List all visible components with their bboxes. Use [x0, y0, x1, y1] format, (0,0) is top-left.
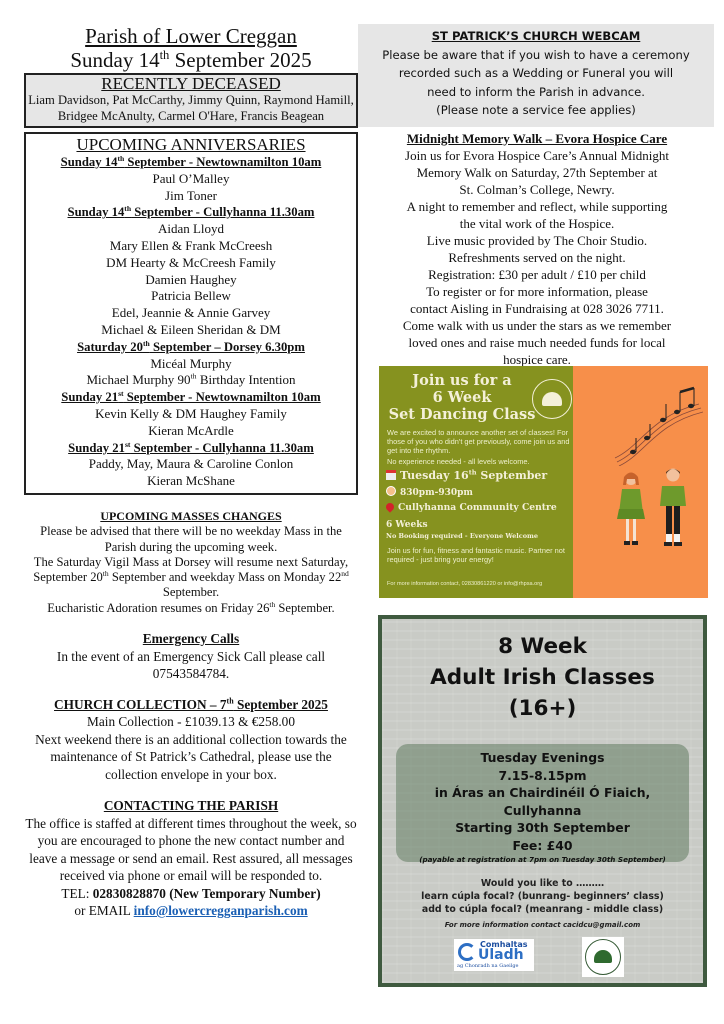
masses-line-1: Please be advised that there will be no weekday Mass in the Parish during the upcoming week.: [40, 524, 342, 554]
contact-section: [24, 797, 358, 920]
set-dancing-poster: [379, 366, 708, 598]
dance-fun: Join us for fun, fitness and fantastic music. Partner not required - just bring your energy!: [387, 546, 565, 564]
webcam-box: [358, 24, 714, 127]
dance-experience: No experience needed - all levels welcome.: [387, 457, 530, 466]
deceased-names: Liam Davidson, Pat McCarthy, Jimmy Quinn, Raymond Hamill, Bridgee McAnulty, Carmel O'Hare, Francis Beagean: [28, 93, 354, 123]
anniv-date: Sunday 14th September - Newtownamilton 10am: [60, 153, 322, 169]
anniv-name: Edel, Jeannie & Annie Garvey: [111, 305, 271, 321]
cumann-club-logo: [582, 937, 624, 977]
webcam-line: need to inform the Parish in advance.: [427, 84, 645, 99]
collection-text: Next weekend there is an additional collection towards the maintenance of St Patrick’s Cathedral, please use the collection envelope in your box.: [35, 731, 347, 782]
walk-line: loved ones and raise much needed funds for local: [408, 334, 666, 350]
irish-details: Tuesday Evenings 7.15-8.15pm in Áras an Chairdinéil Ó Fiaich, Cullyhanna Starting 30th September Fee: £40 (payable at registration at 7pm on Tuesday 30th September): [382, 749, 703, 865]
walk-line: Refreshments served on the night.: [448, 249, 626, 265]
anniv-group-3: [26, 339, 356, 389]
walk-line: Join us for Evora Hospice Care’s Annual Midnight: [405, 147, 669, 163]
irish-title: 8 Week Adult Irish Classes (16+): [430, 634, 655, 721]
collection-heading: CHURCH COLLECTION – 7th September 2025: [54, 696, 328, 712]
walk-line: hospice care.: [503, 351, 571, 367]
anniv-date: Saturday 20th September – Dorsey 6.30pm: [77, 338, 305, 354]
irish-contact: For more information contact cacidcu@gmail.com: [444, 921, 641, 929]
masses-line-2: The Saturday Vigil Mass at Dorsey will resume next Saturday, September 20th September and weekday Mass on Monday 22nd September.: [33, 554, 349, 600]
irish-classes-poster: [378, 615, 707, 987]
webcam-heading: ST PATRICK’S CHURCH WEBCAM: [431, 29, 641, 43]
deceased-heading: RECENTLY DECEASED: [101, 74, 281, 93]
walk-line: To register or for more information, please: [426, 283, 648, 299]
masses-changes-section: [24, 509, 358, 616]
webcam-line: recorded such as a Wedding or Funeral you will: [398, 66, 674, 80]
music-notes-icon: [611, 386, 703, 466]
walk-line: St. Colman’s College, Newry.: [459, 181, 615, 197]
contact-text: The office is staffed at different times throughout the week, so you are encouraged to phone the new contact number and leave a message or send an email. Rest assured, all messages received via phone or email will be responded to.: [25, 815, 357, 884]
webcam-line: (Please note a service fee applies): [436, 103, 636, 117]
anniv-name: Paul O’Malley: [152, 170, 230, 186]
female-dancer-figure: [613, 471, 649, 551]
walk-line: Live music provided by The Choir Studio.: [426, 232, 648, 248]
anniv-name: Michael Murphy 90th Birthday Intention: [86, 372, 296, 388]
dance-intro: We are excited to announce another set of classes! For those of you who didn't get previously, come join us and get into the rhythm.: [387, 428, 570, 455]
bulletin-date: Sunday 14th September 2025: [70, 48, 312, 72]
dance-time: 830pm-930pm: [386, 486, 473, 498]
anniv-group-5: [26, 440, 356, 490]
anniv-name: Michael & Eileen Sheridan & DM: [101, 321, 281, 337]
anniv-name: Patricia Bellew: [151, 288, 231, 304]
dance-club-logo: [532, 379, 572, 419]
right-column: [360, 24, 714, 368]
dance-venue: Cullyhanna Community Centre: [386, 502, 557, 513]
email-link[interactable]: info@lowercregganparish.com: [133, 903, 308, 919]
walk-line: the vital work of the Hospice.: [459, 215, 615, 231]
anniv-name: Damien Haughey: [145, 271, 237, 287]
dance-weeks: 6 Weeks: [386, 520, 428, 530]
map-pin-icon: [384, 501, 395, 512]
dance-contact: For more information contact, 02830861220 or info@rhpsa.org: [387, 581, 543, 587]
recently-deceased-box: [24, 73, 358, 128]
anniv-group-4: [26, 389, 356, 439]
webcam-line: Please be aware that if you wish to have a ceremony: [382, 47, 690, 62]
phone-number: 02830828870 (New Temporary Number): [92, 885, 321, 901]
memory-walk-section: [360, 130, 714, 368]
masses-line-3: Eucharistic Adoration resumes on Friday 26th September.: [47, 599, 335, 615]
walk-line: A night to remember and reflect, while supporting: [406, 198, 668, 214]
anniv-group-2: [26, 204, 356, 338]
dance-booking: No Booking required - Everyone Welcome: [386, 532, 539, 540]
parish-title: Parish of Lower Creggan: [85, 24, 297, 48]
anniv-name: Kieran McArdle: [148, 422, 234, 438]
anniversaries-heading: UPCOMING ANNIVERSARIES: [76, 135, 306, 154]
anniv-name: Micéal Murphy: [150, 355, 232, 371]
contact-heading: CONTACTING THE PARISH: [103, 798, 279, 814]
anniv-name: DM Hearty & McCreesh Family: [106, 254, 276, 270]
masses-heading: UPCOMING MASSES CHANGES: [100, 508, 282, 523]
contact-email: or EMAIL info@lowercregganparish.com: [74, 903, 308, 919]
dance-title: Join us for a 6 Week Set Dancing Class: [388, 372, 536, 423]
anniv-name: Kevin Kelly & DM Haughey Family: [95, 405, 287, 421]
calendar-icon: [386, 470, 396, 480]
emergency-heading: Emergency Calls: [142, 631, 240, 647]
clock-icon: [386, 486, 396, 496]
dance-date: Tuesday 16th September: [386, 469, 547, 482]
emergency-text: In the event of an Emergency Sick Call please call 07543584784.: [56, 648, 326, 682]
payable-note: (payable at registration at 7pm on Tuesday 30th September): [419, 855, 666, 864]
anniv-group-1: [26, 154, 356, 204]
walk-line: Memory Walk on Saturday, 27th September at: [416, 164, 658, 180]
anniv-name: Aidan Lloyd: [157, 221, 225, 237]
male-dancer-figure: [655, 466, 691, 554]
contact-tel: TEL: 02830828870 (New Temporary Number): [61, 885, 321, 901]
anniversaries-box: [24, 132, 358, 495]
left-column: [24, 24, 358, 920]
anniv-date: Sunday 21st September - Cullyhanna 11.30am: [68, 439, 314, 455]
emergency-section: [24, 630, 358, 683]
anniv-name: Paddy, May, Maura & Caroline Conlon: [88, 456, 294, 472]
anniv-date: Sunday 14th September - Cullyhanna 11.30am: [67, 204, 315, 220]
anniv-date: Sunday 21st September - Newtownamilton 10am: [61, 388, 321, 405]
walk-line: contact Aisling in Fundraising at 028 3026 7711.: [410, 300, 664, 316]
anniv-name: Jim Toner: [165, 187, 217, 203]
irish-question: Would you like to ……… learn cúpla focal? (bunrang- beginners’ class) add to cúpla focal? (meanrang - middle class): [421, 878, 664, 915]
anniv-name: Kieran McShane: [147, 473, 235, 489]
swirl-icon: [458, 943, 476, 961]
walk-heading: Midnight Memory Walk – Evora Hospice Care: [406, 130, 668, 146]
collection-section: [24, 696, 358, 784]
anniv-name: Mary Ellen & Frank McCreesh: [109, 237, 273, 253]
walk-line: Come walk with us under the stars as we remember: [402, 317, 672, 333]
comhaltas-uladh-logo: Comhaltas Uladh ag Chonradh na Gaeilge: [454, 939, 534, 971]
collection-main: Main Collection - £1039.13 & €258.00: [87, 714, 295, 730]
walk-line: Registration: £30 per adult / £10 per child: [428, 266, 646, 282]
